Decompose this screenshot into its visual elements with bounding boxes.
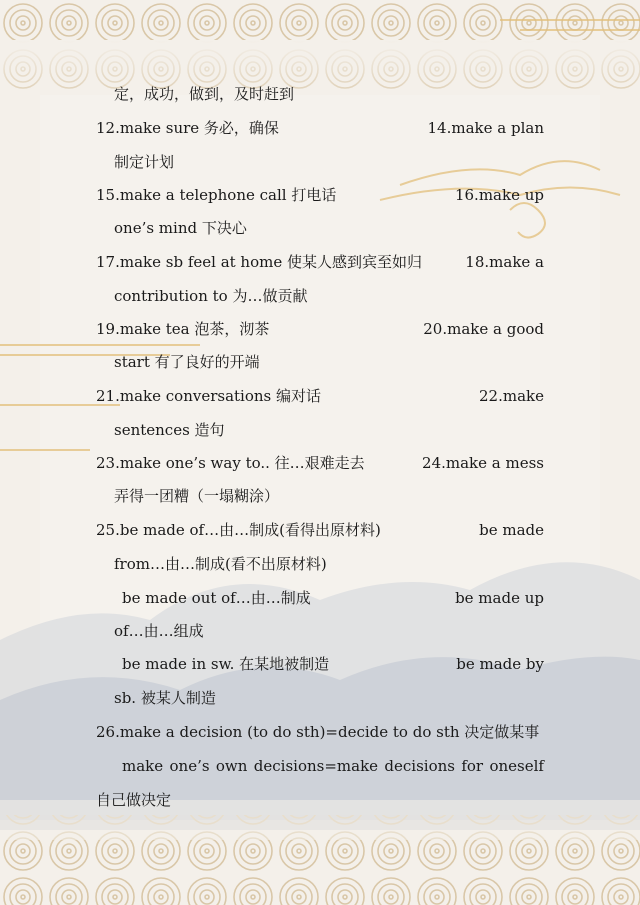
line-text: contribution to 为…做贡献 (114, 287, 308, 305)
text-line (0, 584, 640, 612)
word: one’s (169, 757, 210, 775)
text-line (0, 718, 640, 746)
phrase-made-up: be made up (455, 589, 544, 607)
line-text: one’s mind 下决心 (114, 219, 247, 237)
justified-line (122, 752, 544, 780)
line-text: 定，成功，做到，及时赶到 (114, 85, 295, 103)
phrase-17: 17.make sb feel at home 使某人感到宾至如归 (96, 253, 422, 271)
text-line (0, 282, 640, 310)
text-line (0, 214, 640, 242)
phrase-made-out-of: be made out of…由…制成 (122, 589, 311, 607)
phrase-15: 15.make a telephone call 打电话 (96, 186, 337, 204)
text-line (0, 650, 640, 678)
phrase-19: 19.make tea 泡茶，沏茶 (96, 320, 270, 338)
phrase-26: 26.make a decision (to do sth)=decide to do sth 决定做某事 (96, 723, 540, 741)
phrase-20: 20.make a good (423, 320, 544, 338)
phrase-made-by: be made by (456, 655, 544, 673)
phrase-16: 16.make up (454, 186, 544, 204)
text-line (0, 752, 640, 780)
text-line (0, 550, 640, 578)
text-line (0, 516, 640, 544)
line-text: of…由…组成 (114, 622, 204, 640)
word: make (122, 757, 164, 775)
phrase-made-in: be made in sw. 在某地被制造 (122, 655, 330, 673)
line-text: 制定计划 (114, 153, 175, 171)
line-text: 自己做决定 (96, 791, 172, 809)
line-text: 弄得一团糟（一塌糊涂） (114, 487, 280, 505)
text-line (0, 181, 640, 209)
text-line (0, 482, 640, 510)
phrase-18: 18.make a (465, 253, 544, 271)
phrase-22: 22.make (479, 387, 544, 405)
text-line (0, 449, 640, 477)
phrase-14: 14.make a plan (427, 119, 544, 137)
text-line (0, 315, 640, 343)
word: decisions (384, 757, 455, 775)
line-text: start 有了良好的开端 (114, 353, 260, 371)
text-line (0, 684, 640, 712)
phrase-12: 12.make sure 务必，确保 (96, 119, 279, 137)
text-line (0, 80, 640, 108)
word: oneself (489, 757, 544, 775)
text-line (0, 148, 640, 176)
text-line (0, 114, 640, 142)
text-line (0, 416, 640, 444)
phrase-24: 24.make a mess (422, 454, 544, 472)
text-line (0, 348, 640, 376)
text-line (0, 248, 640, 276)
line-text: sb. 被某人制造 (114, 689, 216, 707)
line-text: from…由…制成(看不出原材料) (114, 555, 327, 573)
text-line (0, 382, 640, 410)
phrase-be-made: be made (479, 521, 544, 539)
phrase-23: 23.make one’s way to.. 往…艰难走去 (96, 454, 365, 472)
word: for (461, 757, 484, 775)
phrase-21: 21.make conversations 编对话 (96, 387, 321, 405)
text-line (0, 617, 640, 645)
line-text: sentences 造句 (114, 421, 225, 439)
word: own (215, 757, 248, 775)
text-line (0, 786, 640, 814)
phrase-25: 25.be made of…由…制成(看得出原材料) (96, 521, 381, 539)
word: decisions=make (253, 757, 379, 775)
